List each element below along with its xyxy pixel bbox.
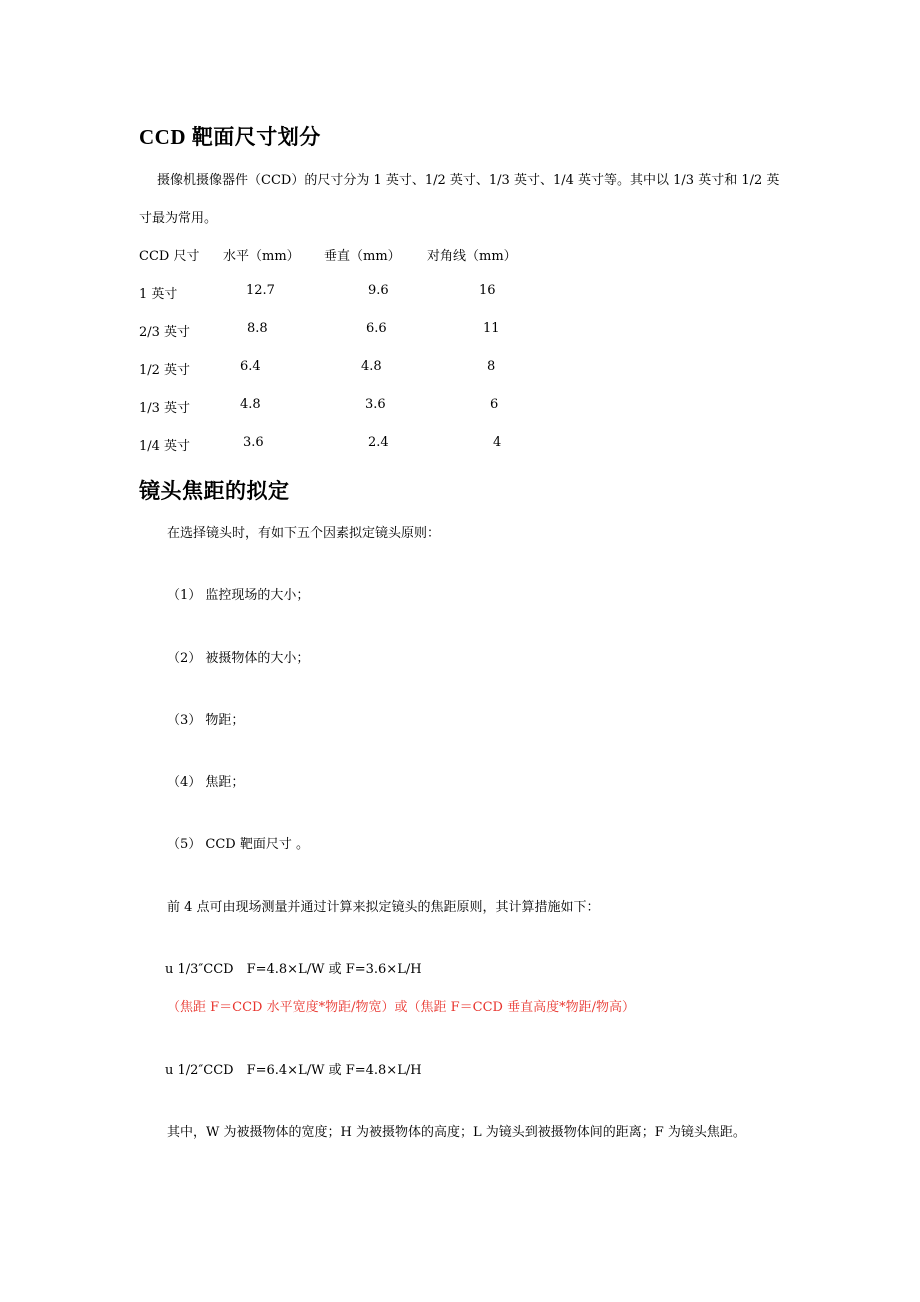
- table-cell: 6.6: [366, 321, 387, 336]
- table-cell: 1/2 英寸: [139, 363, 191, 378]
- table-cell: 1 英寸: [139, 287, 178, 302]
- section-title-ccd-size: CCD 靶面尺寸划分: [139, 125, 321, 149]
- table-cell: 12.7: [246, 283, 275, 298]
- table-cell: 4: [493, 435, 502, 450]
- table-cell: 3.6: [243, 435, 264, 450]
- table-cell: 4.8: [240, 397, 261, 412]
- formula-note: （焦距 F＝CCD 水平宽度*物距/物宽）或（焦距 F＝CCD 垂直高度*物距/物高）: [167, 1000, 635, 1015]
- factors-intro: 在选择镜头时，有如下五个因素拟定镜头原则：: [167, 526, 441, 541]
- factor-item-2: （2） 被摄物体的大小；: [167, 651, 310, 666]
- factor-item-1: （1） 监控现场的大小；: [167, 588, 310, 603]
- table-header-horizontal: 水平（mm）: [223, 249, 300, 264]
- table-cell: 1/3 英寸: [139, 401, 191, 416]
- table-cell: 8.8: [247, 321, 268, 336]
- factor-item-4: （4） 焦距；: [167, 775, 245, 790]
- variable-definitions: 其中，W 为被摄物体的宽度；H 为被摄物体的高度；L 为镜头到被摄物体间的距离；F 为镜头焦距。: [167, 1125, 746, 1140]
- table-cell: 2.4: [368, 435, 389, 450]
- table-header-diagonal: 对角线（mm）: [427, 249, 517, 264]
- calc-intro: 前 4 点可由现场测量并通过计算来拟定镜头的焦距原则，其计算措施如下：: [167, 900, 600, 915]
- factor-item-3: （3） 物距；: [167, 713, 245, 728]
- table-cell: 3.6: [365, 397, 386, 412]
- table-cell: 6: [490, 397, 499, 412]
- table-cell: 4.8: [361, 359, 382, 374]
- section-title-focal-length: 镜头焦距的拟定: [139, 479, 290, 503]
- table-cell: 2/3 英寸: [139, 325, 191, 340]
- table-header-size: CCD 尺寸: [139, 249, 200, 264]
- table-cell: 8: [487, 359, 496, 374]
- table-cell: 11: [483, 321, 500, 336]
- intro-paragraph-line-1: 摄像机摄像器件（CCD）的尺寸分为 1 英寸、1/2 英寸、1/3 英寸、1/4 英寸等。其中以 1/3 英寸和 1/2 英: [157, 173, 780, 188]
- formula-1-3-inch: u 1/3″CCD F=4.8×L/W 或 F=3.6×L/H: [165, 962, 422, 977]
- formula-1-2-inch: u 1/2″CCD F=6.4×L/W 或 F=4.8×L/H: [165, 1063, 422, 1078]
- factor-item-5: （5） CCD 靶面尺寸 。: [167, 837, 309, 852]
- intro-paragraph-line-2: 寸最为常用。: [139, 211, 218, 226]
- table-header-vertical: 垂直（mm）: [324, 249, 401, 264]
- table-cell: 9.6: [368, 283, 389, 298]
- table-cell: 6.4: [240, 359, 261, 374]
- table-cell: 16: [479, 283, 496, 298]
- table-cell: 1/4 英寸: [139, 439, 191, 454]
